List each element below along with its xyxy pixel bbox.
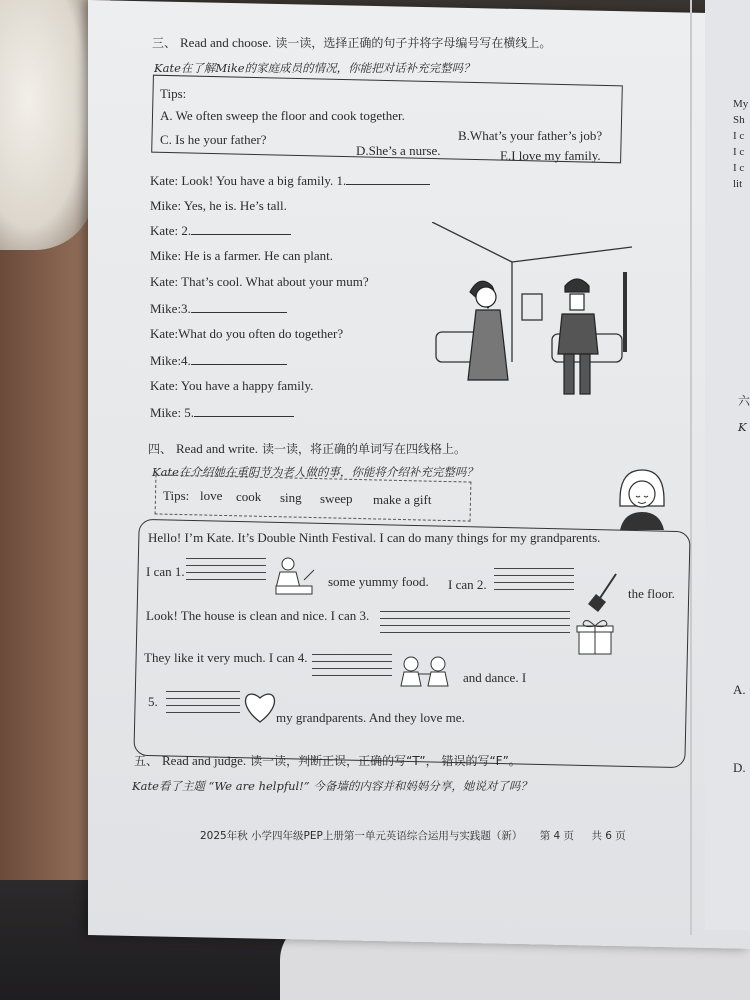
option-b: B.What’s your father’s job? [458,128,603,143]
option-d: D.She’s a nurse. [356,143,441,158]
tip-word: make a gift [373,492,432,507]
writing-lines[interactable] [186,552,266,580]
broom-icon [586,572,622,612]
answer-blank[interactable] [191,222,291,235]
section-marker: K [738,420,747,434]
edge-fragment: I c [733,130,745,142]
story-line: I can 1. [146,564,185,579]
answer-blank[interactable] [191,352,287,365]
section4-subtitle: Kate在介绍她在重阳节为老人做的事，你能将介绍补充完整吗？ [152,465,478,479]
dialogue-line: Kate: 2. [150,222,291,239]
gift-box-icon [575,616,615,656]
dialogue-line: Mike: He is a farmer. He can plant. [150,248,334,263]
writing-lines[interactable] [494,562,574,590]
edge-fragment: My [733,98,749,110]
cup-edge [0,0,95,250]
section-title-cn: 读一读，将正确的单词写在四线格上。 [261,442,466,456]
story-line: Look! The house is clean and nice. I can 3. [146,608,370,623]
dialogue-line: Mike:3. [150,300,287,317]
story-line: Hello! I’m Kate. It’s Double Ninth Festival. I can do many things for my grandparents. [148,530,601,545]
option-letter: D. [733,760,746,775]
tip-word: sweep [320,491,353,506]
section5-heading [134,752,521,770]
section-title-en: Read and judge. [162,753,247,768]
answer-blank[interactable] [194,404,294,417]
dancing-kids-icon [396,654,456,694]
cooking-girl-icon [272,556,318,596]
story-line: and dance. I [463,670,527,685]
section-title-en: Read and choose. [180,35,272,50]
writing-lines[interactable] [380,605,570,633]
tip-word: love [200,488,223,503]
dialogue-line: Kate: That’s cool. What about your mum? [150,274,369,289]
dialogue-line: Mike: 5. [150,404,294,421]
section-marker: 六 [738,394,750,408]
dialogue-line: Mike:4. [150,352,287,369]
tip-word: cook [236,489,262,504]
page-number: 第 4 页 [539,830,575,842]
story-line: my grandparents. And they love me. [276,710,465,725]
edge-fragment: I c [733,162,745,174]
edge-fragment: lit [733,178,743,190]
section-title-cn: 读一读，判断正误，正确的写“T”， 错误的写“F”。 [250,754,521,768]
section-number: 三、 [152,36,177,50]
story-line: 5. [148,694,158,709]
answer-blank[interactable] [346,172,430,185]
option-letter: A. [733,682,746,697]
heart-icon [242,690,278,724]
tip-word: sing [280,490,302,505]
edge-fragment: I c [733,146,745,158]
dialogue-line: Kate: Look! You have a big family. 1. [150,172,430,189]
page-footer [200,828,626,843]
section3-heading [152,34,551,52]
tips-label: Tips: [163,488,190,503]
family-room-illustration [432,222,632,402]
story-line: I can 2. [448,577,487,592]
section-number: 五、 [134,754,159,768]
writing-lines[interactable] [312,648,392,676]
footer-title: 2025年秋 小学四年级PEP上册第一单元英语综合运用与实践题（新） [200,830,523,842]
tips-label: Tips: [160,86,187,101]
story-line: They like it very much. I can 4. [144,650,308,665]
dialogue-line: Kate:What do you often do together? [150,326,344,341]
section-number: 四、 [148,442,173,456]
option-e: E.I love my family. [500,148,601,163]
page-total: 共 6 页 [591,830,626,842]
option-c: C. Is he your father? [160,132,267,147]
edge-fragment: Sh [733,114,745,126]
page-fold [690,0,692,935]
section-title-cn: 读一读，选择正确的句子并将字母编号写在横线上。 [275,36,552,50]
section5-subtitle: Kate看了主题 “We are helpful!” 今备墙的内容并和妈妈分享，她说对了吗？ [132,779,532,793]
section4-heading [148,440,466,458]
section-title-en: Read and write. [176,441,258,456]
kate-portrait-icon [612,466,672,530]
writing-lines[interactable] [166,685,240,719]
dialogue-line: Mike: Yes, he is. He’s tall. [150,198,287,213]
dialogue-line: Kate: You have a happy family. [150,378,314,393]
answer-blank[interactable] [191,300,287,313]
section3-subtitle: Kate在了解Mike的家庭成员的情况，你能把对话补充完整吗？ [154,61,475,75]
story-line: the floor. [628,586,675,601]
option-a: A. We often sweep the floor and cook together. [160,108,405,123]
story-line: some yummy food. [328,574,429,589]
